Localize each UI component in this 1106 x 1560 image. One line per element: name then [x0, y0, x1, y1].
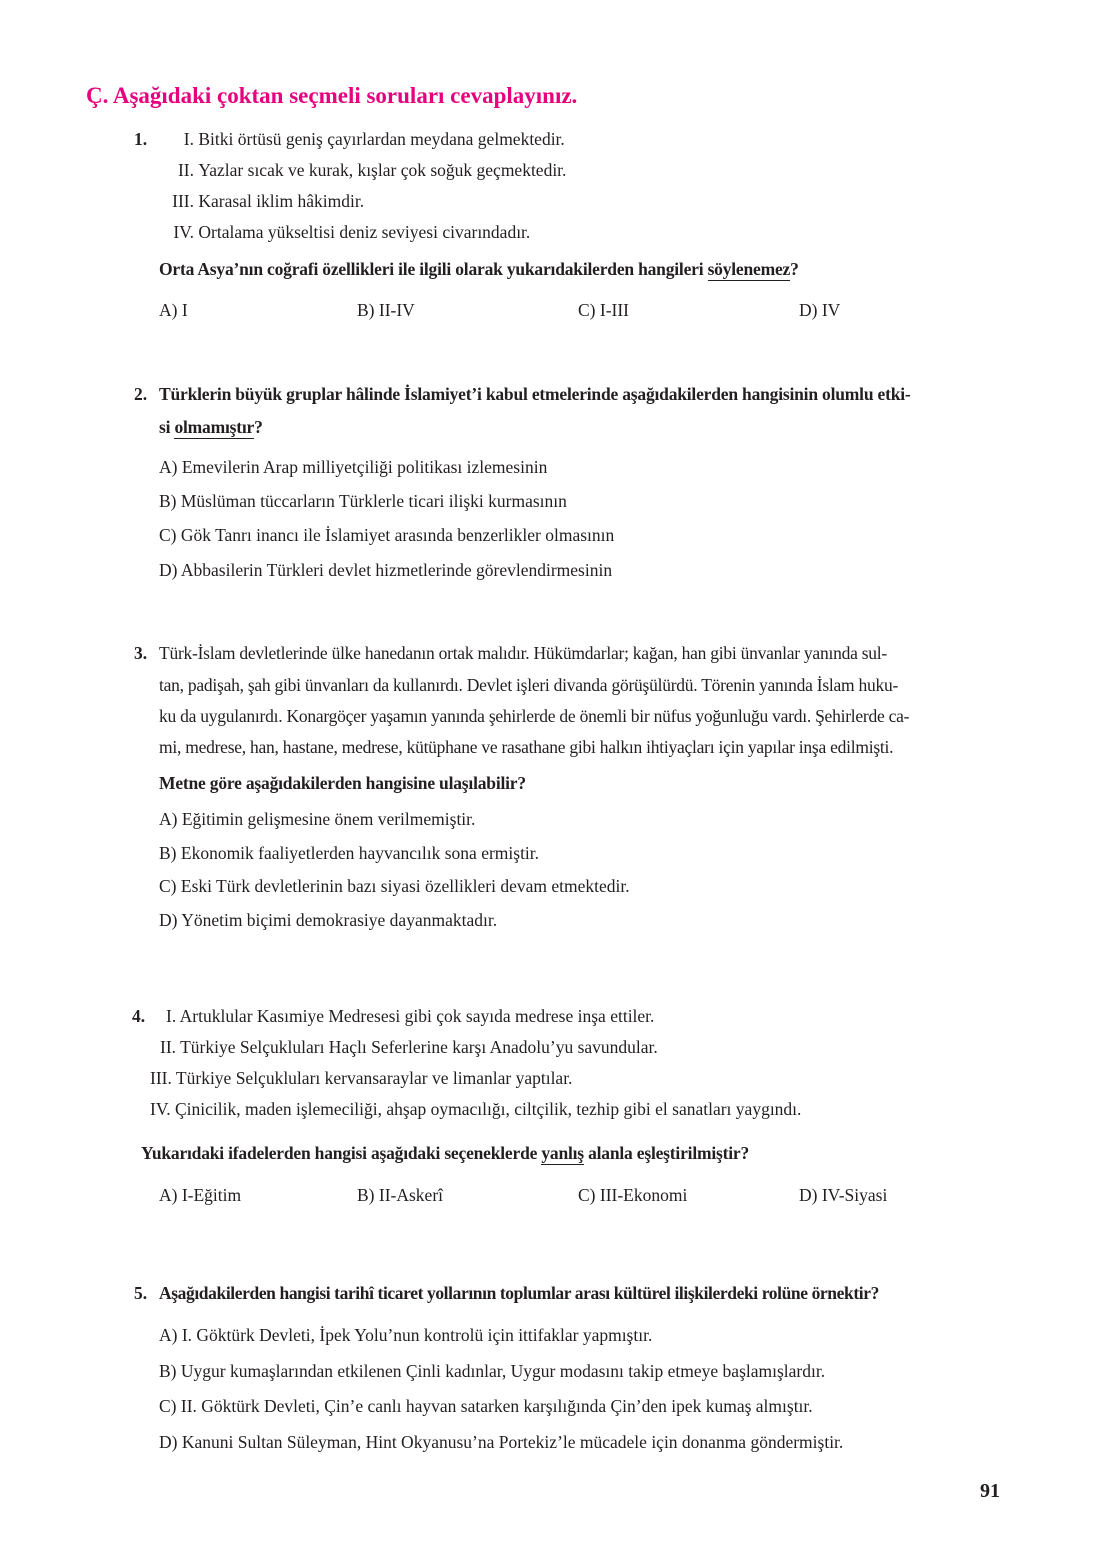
question-number: 4. — [132, 1006, 146, 1026]
option-b[interactable]: B) Müslüman tüccarların Türklerle ticari ilişki kurmasının — [159, 491, 567, 511]
question-prompt: Yukarıdaki ifadelerden hangisi aşağıdaki seçeneklerde yanlış alanla eşleştirilmiştir? — [141, 1143, 750, 1163]
passage-line: tan, padişah, şah gibi ünvanları da kullanırdı. Devlet işleri divanda görüşülürdü. Törenin yanında İslam huku- — [159, 675, 899, 695]
underlined-keyword: yanlış — [541, 1143, 584, 1163]
option-c[interactable]: C) I-III — [578, 300, 630, 320]
option-b[interactable]: B) II-Askerî — [357, 1185, 444, 1205]
option-b[interactable]: B) Ekonomik faaliyetlerden hayvancılık sona ermiştir. — [159, 843, 540, 863]
question-number: 3. — [134, 643, 148, 663]
option-a[interactable]: A) Eğitimin gelişmesine önem verilmemiştir. — [159, 809, 476, 829]
passage-line: ku da uygulanırdı. Konargöçer yaşamın yanında şehirlerde de önemli bir nüfus yoğunluğu vardı. Şehirlerde ca- — [159, 706, 910, 726]
statement: II. Türkiye Selçukluları Haçlı Seferlerine karşı Anadolu’yu savundular. — [160, 1037, 658, 1057]
option-a[interactable]: A) Emevilerin Arap milliyetçiliği politikası izlemesinin — [159, 457, 548, 477]
option-b[interactable]: B) II-IV — [357, 300, 415, 320]
question-number: 2. — [134, 384, 148, 404]
question-prompt: Türklerin büyük gruplar hâlinde İslamiyet’i kabul etmelerinde aşağıdakilerden hangisinin olumlu etki- — [159, 384, 911, 404]
option-b[interactable]: B) Uygur kumaşlarından etkilenen Çinli kadınlar, Uygur modasını takip etmeye başlamışlardır. — [159, 1361, 826, 1381]
statement: III. Karasal iklim hâkimdir. — [172, 191, 365, 211]
option-c[interactable]: C) Gök Tanrı inancı ile İslamiyet arasında benzerlikler olmasının — [159, 525, 615, 545]
page-number: 91 — [980, 1480, 1000, 1502]
question-prompt: Orta Asya’nın coğrafi özellikleri ile ilgili olarak yukarıdakilerden hangileri söylenemez? — [159, 259, 799, 279]
question-prompt: Aşağıdakilerden hangisi tarihî ticaret yollarının toplumlar arası kültürel ilişkilerdeki rolüne örnektir? — [159, 1283, 879, 1303]
option-c[interactable]: C) Eski Türk devletlerinin bazı siyasi özellikleri devam etmektedir. — [159, 876, 630, 896]
statement: III. Türkiye Selçukluları kervansaraylar ve limanlar yaptılar. — [150, 1068, 573, 1088]
statement: I. Artuklular Kasımiye Medresesi gibi çok sayıda medrese inşa ettiler. — [166, 1006, 655, 1026]
underlined-keyword: olmamıştır — [174, 417, 255, 437]
option-a[interactable]: A) I — [159, 300, 188, 320]
question-number: 5. — [134, 1283, 148, 1303]
question-prompt-cont: si olmamıştır? — [159, 417, 263, 437]
underlined-keyword: söylenemez — [707, 259, 791, 279]
passage-line: mi, medrese, han, hastane, medrese, kütüphane ve rasathane gibi halkın ihtiyaçları için yapılar inşa edilmişti. — [159, 737, 894, 757]
question-prompt: Metne göre aşağıdakilerden hangisine ulaşılabilir? — [159, 773, 526, 793]
option-d[interactable]: D) IV-Siyasi — [799, 1185, 888, 1205]
section-heading: Ç. Aşağıdaki çoktan seçmeli soruları cevaplayınız. — [86, 83, 578, 108]
option-d[interactable]: D) Abbasilerin Türkleri devlet hizmetlerinde görevlendirmesinin — [159, 560, 613, 580]
option-c[interactable]: C) II. Göktürk Devleti, Çin’e canlı hayvan satarken karşılığında Çin’den ipek kumaş almıştır. — [159, 1396, 813, 1416]
statement: II. Yazlar sıcak ve kurak, kışlar çok soğuk geçmektedir. — [177, 160, 567, 180]
option-c[interactable]: C) III-Ekonomi — [578, 1185, 688, 1205]
option-a[interactable]: A) I-Eğitim — [159, 1185, 242, 1205]
option-d[interactable]: D) Kanuni Sultan Süleyman, Hint Okyanusu’na Portekiz’le mücadele için donanma göndermiştir. — [159, 1432, 844, 1452]
option-d[interactable]: D) IV — [799, 300, 841, 320]
statement: IV. Ortalama yükseltisi deniz seviyesi civarındadır. — [173, 222, 531, 242]
option-a[interactable]: A) I. Göktürk Devleti, İpek Yolu’nun kontrolü için ittifaklar yapmıştır. — [159, 1325, 653, 1345]
statement: IV. Çinicilik, maden işlemeciliği, ahşap oymacılığı, ciltçilik, tezhip gibi el sanatları yaygındı. — [150, 1099, 802, 1119]
statement: I. Bitki örtüsü geniş çayırlardan meydana gelmektedir. — [183, 129, 565, 149]
option-d[interactable]: D) Yönetim biçimi demokrasiye dayanmaktadır. — [159, 910, 498, 930]
question-number: 1. — [134, 129, 148, 149]
passage-line: Türk-İslam devletlerinde ülke hanedanın ortak malıdır. Hükümdarlar; kağan, han gibi ünvanlar yanında sul- — [159, 643, 887, 663]
